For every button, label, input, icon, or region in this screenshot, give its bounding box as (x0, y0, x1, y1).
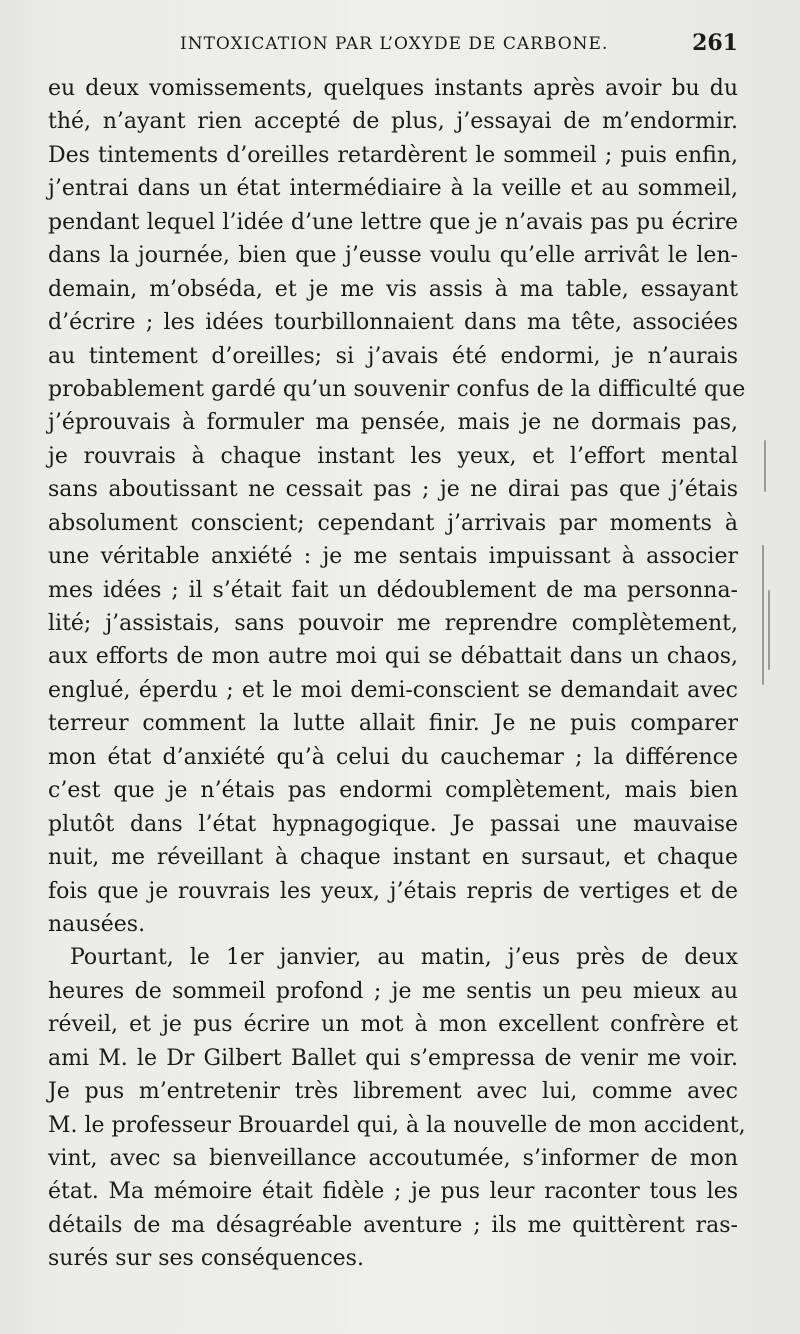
text-line: ami M. le Dr Gilbert Ballet qui s’empressa de venir me voir. (48, 1045, 738, 1071)
text-line: Des tintements d’oreilles retardèrent le sommeil ; puis enfin, (48, 142, 738, 168)
running-title: INTOXICATION PAR L’OXYDE DE CARBONE. (180, 34, 609, 54)
text-line: j’entrai dans un état intermédiaire à la veille et au sommeil, (48, 176, 738, 202)
text-line: d’écrire ; les idées tourbillonnaient dans ma tête, associées (48, 310, 738, 336)
text-line: j’éprouvais à formuler ma pensée, mais je ne dormais pas, (48, 410, 738, 436)
text-line: réveil, et je pus écrire un mot à mon excellent confrère et (48, 1012, 738, 1038)
page-number: 261 (692, 30, 738, 56)
text-line: nausées. (48, 911, 146, 937)
text-line: probablement gardé qu’un souvenir confus de la difficulté que (48, 376, 746, 402)
text-line: fois que je rouvrais les yeux, j’étais repris de vertiges et de (48, 878, 738, 904)
body-text (48, 72, 746, 1276)
text-line: pendant lequel l’idée d’une lettre que je n’avais pas pu écrire (48, 209, 738, 235)
text-line: M. le professeur Brouardel qui, à la nouvelle de mon accident, (48, 1112, 746, 1138)
text-line: je rouvrais à chaque instant les yeux, et l’effort mental (48, 443, 738, 469)
text-line: une véritable anxiété : je me sentais impuissant à associer (48, 544, 738, 570)
text-line: sans aboutissant ne cessait pas ; je ne dirai pas que j’étais (48, 477, 738, 503)
text-line: aux efforts de mon autre moi qui se débattait dans un chaos, (48, 644, 738, 670)
text-line: heures de sommeil profond ; je me sentis un peu mieux au (48, 978, 738, 1004)
margin-pencil-mark (762, 545, 764, 685)
text-line: état. Ma mémoire était fidèle ; je pus leur raconter tous les (48, 1179, 738, 1205)
text-line: lité; j’assistais, sans pouvoir me reprendre complètement, (48, 611, 738, 636)
text-line: surés sur ses conséquences. (48, 1246, 364, 1272)
text-line: Je pus m’entretenir très librement avec lui, comme avec (48, 1079, 738, 1105)
text-line: mon état d’anxiété qu’à celui du cauchemar ; la différence (48, 744, 738, 770)
running-header (48, 30, 738, 60)
text-line: nuit, me réveillant à chaque instant en sursaut, et chaque (48, 845, 738, 871)
text-line: terreur comment la lutte allait finir. Je ne puis comparer (48, 711, 738, 737)
text-line: dans la journée, bien que j’eusse voulu qu’elle arrivât le len- (48, 243, 738, 269)
text-line: demain, m’obséda, et je me vis assis à ma table, essayant (48, 276, 738, 302)
text-line: absolument conscient; cependant j’arrivais par moments à (48, 510, 738, 536)
text-line: plutôt dans l’état hypnagogique. Je passai une mauvaise (48, 811, 738, 837)
text-line: eu deux vomissements, quelques instants après avoir bu du (48, 76, 738, 101)
text-line: c’est que je n’étais pas endormi complètement, mais bien (48, 778, 738, 804)
text-line: détails de ma désagréable aventure ; ils me quittèrent ras- (48, 1212, 738, 1238)
text-line: mes idées ; il s’était fait un dédoublement de ma personna- (48, 577, 738, 603)
text-line: au tintement d’oreilles; si j’avais été endormi, je n’aurais (48, 343, 738, 369)
text-line: Pourtant, le 1er janvier, au matin, j’eus près de deux (70, 945, 738, 971)
margin-pencil-mark (768, 590, 770, 670)
margin-pencil-mark (764, 440, 766, 492)
text-line: thé, n’ayant rien accepté de plus, j’essayai de m’endormir. (48, 109, 738, 135)
text-line: englué, éperdu ; et le moi demi-conscient se demandait avec (48, 677, 738, 703)
text-line: vint, avec sa bienveillance accoutumée, s’informer de mon (48, 1146, 738, 1171)
